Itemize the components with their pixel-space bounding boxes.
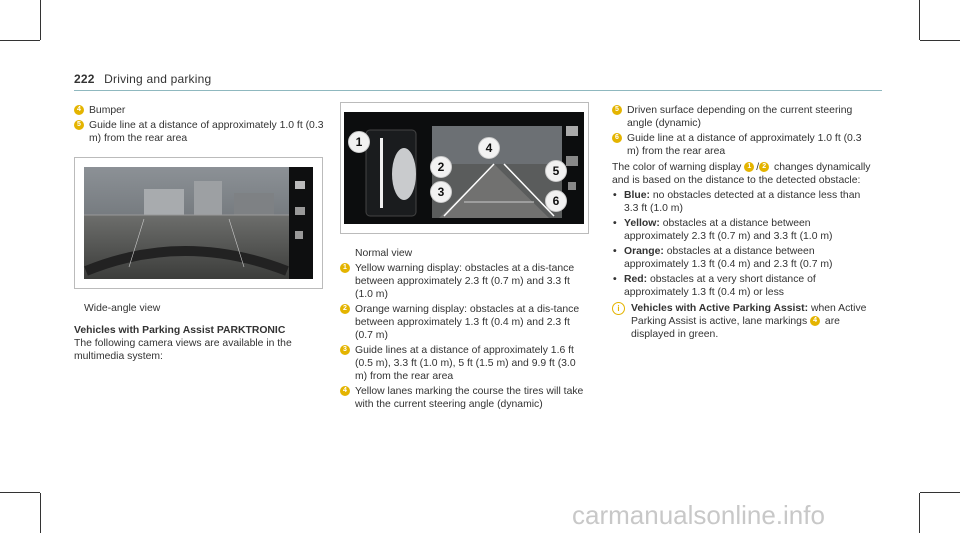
section-title: Driving and parking [104,72,212,86]
figure-caption: Wide-angle view [84,303,161,314]
crop-mark [919,493,920,533]
section-heading: Vehicles with Parking Assist PARKTRONIC [74,325,286,336]
list-item [340,262,590,301]
bullet-label: Orange: [624,246,664,257]
wide-angle-figure [74,157,323,289]
crop-mark [40,493,41,533]
list-item-text: Bumper [89,105,126,116]
list-item-text: Orange warning display: obstacles at a dis-tance between approximately 1.3 ft (0.4 m) and 2.3 ft (0.7 m) [355,304,580,341]
left-column-lower [74,302,324,363]
color-intro-paragraph [612,161,872,187]
note-text: are displayed in green. [631,316,840,340]
middle-column [340,247,590,411]
normal-view-camera-image [344,112,584,224]
list-item-text: Yellow lanes marking the course the tires will take with the current steering angle (dynamic) [355,386,584,410]
figure-callout: 6 [545,190,567,212]
color-bullet [612,273,872,299]
figure-callout: 2 [430,156,452,178]
callout-number: 4 [340,386,350,396]
wide-angle-camera-image [84,167,313,279]
separator: / [756,162,760,173]
normal-view-figure [340,102,589,234]
list-item [340,344,590,383]
list-item-text: Guide line at a distance of approximately 1.0 ft (0.3 m) from the rear area [627,133,862,157]
list-item [340,385,590,411]
callout-number: 2 [759,162,769,172]
note-label: Vehicles with Active Parking Assist: [631,303,809,314]
list-item-text: Yellow warning display: obstacles at a dis-tance between approximately 2.3 ft (0.7 m) and 3.3 ft (1.0 m) [355,263,575,300]
figure-caption: Normal view [355,248,413,259]
bullet-text: no obstacles detected at a distance less than 3.3 ft (1.0 m) [624,190,861,214]
bullet-text: obstacles at a very short distance of approximately 1.3 ft (0.4 m) or less [624,274,816,298]
crop-mark [920,40,960,41]
crop-mark [919,0,920,40]
callout-number: 1 [744,162,754,172]
color-bullet [612,189,872,215]
bullet-text: obstacles at a distance between approximately 2.3 ft (0.7 m) and 3.3 ft (1.0 m) [624,218,833,242]
bullet-label: Red: [624,274,648,285]
callout-number: 5 [612,105,622,115]
crop-mark [0,40,40,41]
note-text: when Active Parking Assist is active, lane markings [631,303,867,327]
info-note [612,302,872,341]
page-header [74,72,211,86]
bullet-label: Blue: [624,190,650,201]
page-number: 222 [74,72,95,86]
crop-mark [0,492,40,493]
crop-mark [920,492,960,493]
callout-number: 3 [340,345,350,355]
crop-mark [40,0,41,40]
list-item [340,303,590,342]
figure-callout: 4 [478,137,500,159]
bullet-label: Yellow: [624,218,660,229]
right-column [612,104,872,341]
callout-number: 1 [340,263,350,273]
color-bullet [612,245,872,271]
info-icon: i [612,302,625,315]
color-intro-text: The color of warning display [612,162,742,173]
callout-number: 5 [74,120,84,130]
camera-view-graphic [84,167,313,279]
watermark: carmanualsonline.info [572,500,825,530]
list-item-text: Driven surface depending on the current steering angle (dynamic) [627,105,853,129]
list-item [612,104,872,130]
list-item [74,104,324,117]
left-column [74,104,324,145]
color-intro-text: changes dynamically and is based on the distance to the detected obstacle: [612,162,871,186]
list-item-text: Guide lines at a distance of approximately 1.6 ft (0.5 m), 3.3 ft (1.0 m), 5 ft (1.5 m) and 9.9 ft (3.0 m) from the rear area [355,345,576,382]
callout-number: 4 [810,316,820,326]
list-item [74,119,324,145]
figure-callout: 3 [430,181,452,203]
callout-number: 4 [74,105,84,115]
bullet-text: obstacles at a distance between approximately 1.3 ft (0.4 m) and 2.3 ft (0.7 m) [624,246,833,270]
list-item-text: Guide line at a distance of approximately 1.0 ft (0.3 m) from the rear area [89,120,324,144]
header-rule [74,90,882,91]
color-bullet [612,217,872,243]
list-item [612,132,872,158]
intro-paragraph: The following camera views are available in the multimedia system: [74,338,292,362]
figure-callout: 1 [348,131,370,153]
figure-callout: 5 [545,160,567,182]
callout-number: 2 [340,304,350,314]
callout-number: 6 [612,133,622,143]
